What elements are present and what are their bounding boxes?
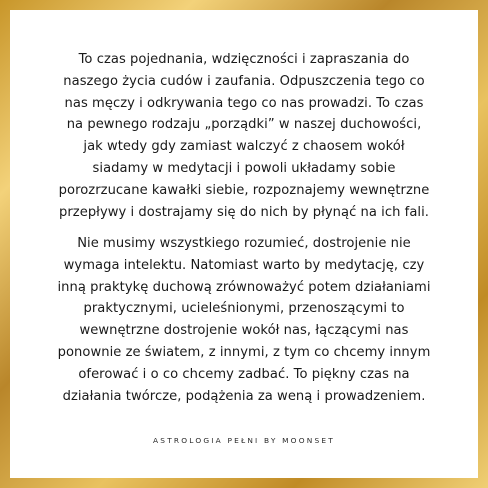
paragraph-2-line: praktycznymi, ucieleśnionymi, przenoszącymi to — [83, 301, 405, 317]
paragraph-1-line: siadamy w medytacji i powoli układamy sobie — [92, 160, 396, 176]
paragraph-2-line: wymaga intelektu. Natomiast warto by medytację, czy — [63, 257, 425, 273]
paragraph-2-line: ponownie ze światem, z innymi, z tym co chcemy innym — [57, 344, 431, 360]
paragraph-1-line: przepływy i dostrajamy się do nich by płynąć na ich fali. — [59, 204, 429, 220]
footer-credit: ASTROLOGIA PEŁNI BY MOONSET — [153, 436, 335, 445]
paragraph-1-line: nas męczy i odkrywania tego co nas prowadzi. To czas — [64, 95, 424, 111]
paragraph-1-line: To czas pojednania, wdzięczności i zapraszania do — [78, 52, 410, 67]
paragraph-1-line: naszego życia cudów i zaufania. Odpuszczenia tego co — [63, 73, 425, 89]
paragraph-1-line: porozrzucane kawałki siebie, rozpoznajemy wewnętrzne — [58, 182, 430, 198]
paragraph-2 — [10, 233, 478, 407]
paragraph-1-line: jak wtedy gdy zamiast walczyć z chaosem wokół — [83, 139, 405, 155]
paragraph-1 — [10, 49, 478, 223]
paragraph-2-line: działania twórcze, podążenia za weną i prowadzeniem. — [62, 388, 426, 404]
paragraph-2-line: inną praktykę duchową zrównoważyć potem działaniami — [57, 279, 431, 295]
card — [10, 10, 478, 478]
paragraph-2-line: wewnętrzne dostrojenie wokół nas, łączącymi nas — [79, 323, 409, 339]
paragraph-2-line: oferować i o co chcemy zadbać. To piękny czas na — [78, 366, 410, 382]
paragraph-1-line: na pewnego rodzaju „porządki” w naszej duchowości, — [66, 117, 422, 133]
paragraph-2-line: Nie musimy wszystkiego rozumieć, dostrojenie nie — [77, 236, 411, 251]
